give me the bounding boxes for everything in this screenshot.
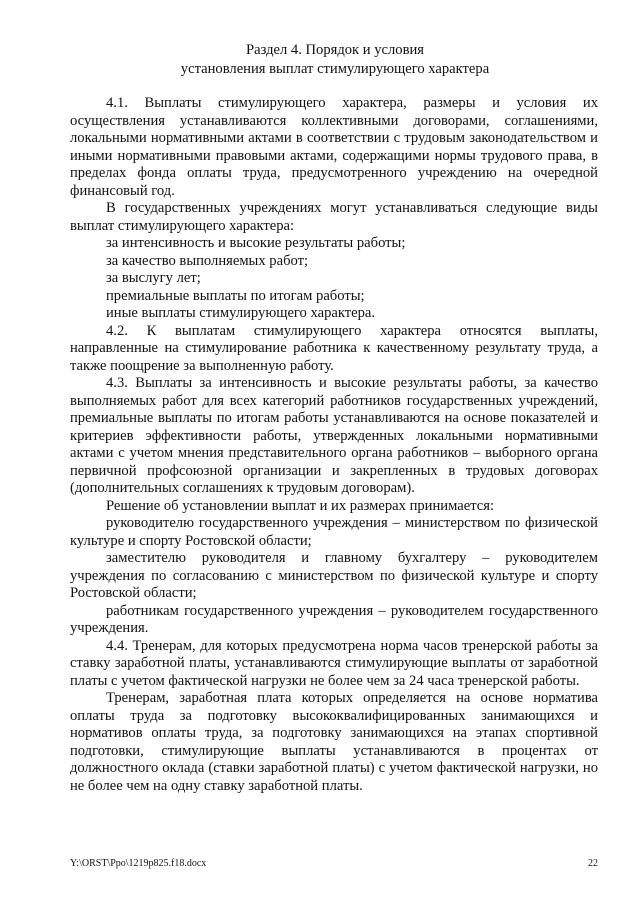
paragraph-4-1: 4.1. Выплаты стимулирующего характера, размеры и условия их осуществления устанавливаются коллективными договорами, соглашениями, локальными нормативными актами в соответствии с трудовым законодательством и иными нормативными правовыми актами, содержащими нормы трудового права, в пределах фонда оплаты труда, предусмотренного учреждению на очередной финансовый год. [70,95,598,199]
paragraph-4-4: 4.4. Тренерам, для которых предусмотрена норма часов тренерской работы за ставку заработной платы, устанавливаются стимулирующие выплаты от заработной платы с учетом фактической нагрузки не более чем за 24 часа тренерской работы. [70,637,598,689]
paragraph-decision-head: руководителю государственного учреждения – министерством по физической культуре и спорту Ростовской области; [70,515,598,549]
list-item-quality: за качество выполняемых работ; [106,252,309,269]
paragraph-decision-workers: работникам государственного учреждения – руководителем государственного учреждения. [70,602,598,636]
paragraph-decision-deputy: заместителю руководителя и главному бухгалтеру – руководителем учреждения по согласованию с министерством по физической культуре и спорту Ростовской области; [70,550,598,601]
paragraph-coaches-norm: Тренерам, заработная плата которых определяется на основе норматива оплаты труда за подготовку высококвалифицированных занимающихся и нормативов оплаты труда, за подготовку занимающихся на этапах спортивной подготовки, стимулирующие выплаты устанавливаются в процентах от должностного оклада (ставки заработной платы) с учетом фактической нагрузки, но не более чем на одну ставку заработной платы. [70,690,598,794]
footer-page-number: 22 [588,858,598,869]
list-item-seniority: за выслугу лет; [106,270,201,286]
section-heading [70,41,600,79]
section-heading-line-2: установления выплат стимулирующего характера [180,61,490,77]
paragraph-decision-intro: Решение об установлении выплат и их размерах принимается: [106,497,495,514]
paragraph-types-intro: В государственных учреждениях могут устанавливаться следующие виды выплат стимулирующего характера: [70,200,598,234]
list-item-intensity: за интенсивность и высокие результаты работы; [106,235,406,251]
document-body [70,95,598,795]
list-item-bonus: премиальные выплаты по итогам работы; [106,287,365,304]
list-item-other: иные выплаты стимулирующего характера. [106,305,376,321]
paragraph-4-3: 4.3. Выплаты за интенсивность и высокие результаты работы, за качество выполняемых работ для всех категорий работников государственных учреждений, премиальные выплаты по итогам работы устанавливаются на основе показателей и критериев эффективности работы, утвержденных локальными нормативными актами с учетом мнения представительного органа работников – выборного органа первичной профсоюзной организации и закрепленных в трудовых договорах (дополнительных соглашениях к трудовым договорам). [70,375,598,496]
paragraph-4-2: 4.2. К выплатам стимулирующего характера относятся выплаты, направленные на стимулирование работника к качественному результату труда, а также поощрение за выполненную работу. [70,322,598,374]
section-heading-line-1: Раздел 4. Порядок и условия [245,42,425,58]
footer-file-path: Y:\ORST\Ppo\1219p825.f18.docx [70,858,207,869]
